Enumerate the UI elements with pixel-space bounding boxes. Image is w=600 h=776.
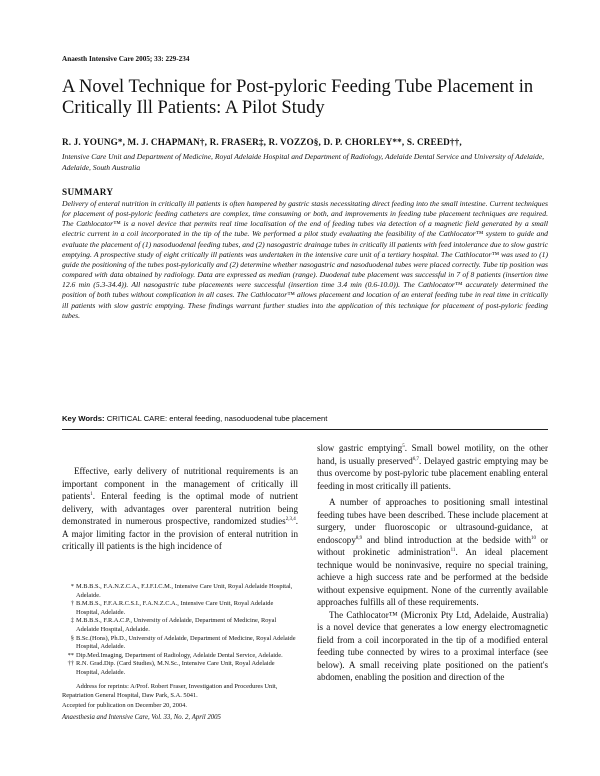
citation-ref: 10 — [531, 535, 536, 541]
keywords-category: CRITICAL CARE: — [106, 414, 168, 423]
citation-ref: 11 — [450, 547, 456, 553]
author-notes — [62, 583, 298, 678]
citation-ref: 5 — [402, 443, 405, 449]
summary-heading: SUMMARY — [62, 187, 114, 197]
body-paragraph: A number of approaches to positioning small intestinal feeding tubes have been described. These include placement at surgery, under fluoroscopic or ultrasound-guidance, at endoscopy$^{8,9}$ and blind introduction at the bedside with$^{10}$ or without prokinetic administration$^{11}$. An ideal placement technique would be noninvasive, require no special training, achieve a high success rate and be performed at the bedside without expensive equipment. None of the currently available approaches fulfills all of these requirements. — [317, 497, 548, 607]
keywords — [62, 414, 548, 423]
body-column-right — [317, 442, 548, 684]
keywords-label: Key Words: — [62, 414, 105, 423]
body-column-left — [62, 465, 298, 553]
citation-ref: 6,7 — [412, 456, 420, 462]
summary-text: Delivery of enteral nutrition in critically ill patients is often hampered by gastric stasis necessitating direct feeding into the small intestine. Current techniques for placement of post-pyloric feeding catheters are complex, time consuming or both, and improvements in feeding tube placement techniques are required. The Cathlocator™ is a novel device that permits real time localisation of the end of feeding tubes via detection of a magnetic field generated by a small electric current in a coil incorporated in the tip of the tube. We performed a pilot study evaluating the feasibility of the Cathlocator™ system to guide and evaluate the placement of (1) nasoduodenal feeding tubes, and (2) nasogastric drainage tubes in critically ill patients with feed intolerance due to slow gastric emptying. A prospective study of eight critically ill patients was undertaken in the intensive care unit of a tertiary hospital. The Cathlocator™ was used to (1) guide the positioning of the tubes post-pylorically and (2) determine whether nasogastric and nasoduodenal tubes were placed correctly. Tube tip position was compared with data obtained by radiology. Data are expressed as median (range). Duodenal tube placement was successful in 7 of 8 patients (insertion time 12.6 min (5.3-34.4)). All nasogastric tube placements were successful (insertion time 3.4 min (0.6-10.0)). The Cathlocator™ accurately determined the position of both tubes without complication in all cases. The Cathlocator™ allows placement and location of an enteral feeding tube in real time in critically ill patients with slow gastric emptying. These findings warrant further studies into the application of this technique for placement of post-pyloric feeding tubes. — [62, 199, 548, 320]
author-note: * M.B.B.S., F.A.N.Z.C.A., F.J.F.I.C.M., Intensive Care Unit, Royal Adelaide Hospital, Adelaide. — [70, 583, 293, 599]
page-footer: Anaesthesia and Intensive Care, Vol. 33, No. 2, April 2005 — [62, 714, 221, 721]
author-note: †† R.N. Grad.Dip. (Card Studies), M.N.Sc., Intensive Care Unit, Royal Adelaide Hospital, Adelaide. — [67, 660, 275, 676]
section-divider — [62, 429, 548, 430]
author-note: § B.Sc.(Hons), Ph.D., University of Adelaide, Department of Medicine, Royal Adelaide Hospital, Adelaide. — [70, 634, 296, 651]
keywords-terms: enteral feeding, nasoduodenal tube placement — [169, 414, 328, 423]
author-note: † B.M.B.S., F.F.A.R.C.S.I., F.A.N.Z.C.A., Intensive Care Unit, Royal Adelaide Hospital, Adelaide. — [70, 600, 274, 616]
journal-reference: Anaesth Intensive Care 2005; 33: 229-234 — [62, 55, 190, 63]
article-title: A Novel Technique for Post-pyloric Feeding Tube Placement in Critically Ill Patients: A Pilot Study — [62, 77, 534, 118]
accepted-date: Accepted for publication on December 20, 2004. — [62, 702, 187, 709]
citation-ref: 8,9 — [355, 535, 363, 541]
body-paragraph: Effective, early delivery of nutritional requirements is an important component in the management of critically ill patients$^1$. Enteral feeding is the optimal mode of nutrient delivery, with advantages over parenteral nutrition being demonstrated in numerous prospective, randomized studies$^{2,3,4}$. A major limiting factor in the provision of enteral nutrition in critically ill patients is the high incidence of — [62, 466, 298, 551]
author-affiliation: Intensive Care Unit and Department of Medicine, Royal Adelaide Hospital and Department of Radiology, Adelaide Dental Service and University of Adelaide, Adelaide, South Australia — [62, 152, 545, 172]
body-paragraph: The Cathlocator™ (Micronix Pty Ltd, Adelaide, Australia) is a novel device that generates a low energy electromagnetic field from a coil incorporated in the tip of a modified enteral feeding tube connected by wires to a proximal interface (see below). A small receiving plate positioned on the patient's abdomen, enabling the position and direction of the — [317, 609, 548, 682]
body-paragraph: slow gastric emptying$^5$. Small bowel motility, on the other hand, is usually preserved$^{6,7}$. Delayed gastric emptying may be thus overcome by post-pyloric tube placement enabling enteral feeding in most critically ill patients. — [317, 443, 548, 491]
author-note: ‡ M.B.B.S., F.R.A.C.P., University of Adelaide, Department of Medicine, Royal Adelaide Hospital, Adelaide. — [70, 617, 277, 633]
citation-ref: 1 — [90, 491, 93, 497]
reprint-address: Address for reprints: A/Prof. Robert Fraser, Investigation and Procedures Unit, Repatriation General Hospital, Daw Park, S.A. 5041. — [62, 683, 278, 699]
author-note: ** Dip.Med.Imaging, Department of Radiology, Adelaide Dental Service, Adelaide. — [67, 651, 283, 659]
citation-ref: 2,3,4 — [285, 516, 296, 522]
author-list: R. J. YOUNG*, M. J. CHAPMAN†, R. FRASER‡, R. VOZZO§, D. P. CHORLEY**, S. CREED††, — [62, 137, 462, 147]
